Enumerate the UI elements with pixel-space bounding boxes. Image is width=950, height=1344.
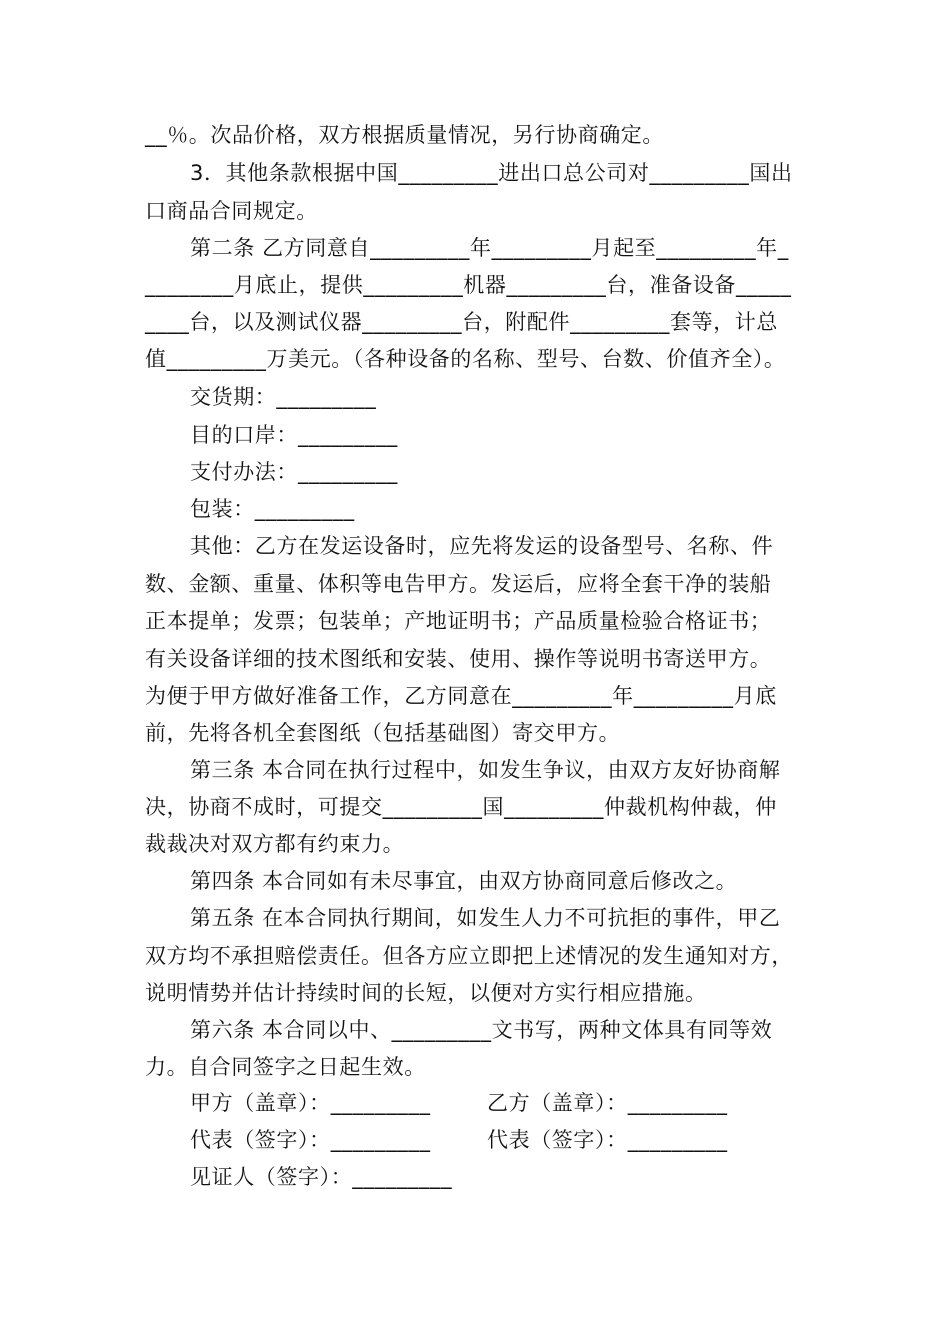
paragraph-line: 有关设备详细的技术图纸和安装、使用、操作等说明书寄送甲方。 xyxy=(145,647,772,671)
article-4-line: 第四条 本合同如有未尽事宜，由双方协商同意后修改之。 xyxy=(190,869,738,893)
paragraph-line: 说明情势并估计持续时间的长短，以便对方实行相应措施。 xyxy=(145,981,707,1005)
party-b-representative: 代表（签字）：_________ xyxy=(487,1128,728,1152)
other-terms-line: 其他：乙方在发运设备时，应先将发运的设备型号、名称、件 xyxy=(190,534,774,558)
delivery-term-line: 交货期：_________ xyxy=(190,385,377,409)
paragraph-line: ________月底止，提供_________机器_________台，准备设备_____ xyxy=(145,273,792,297)
witness-signature: 见证人（签字）：_________ xyxy=(190,1165,453,1189)
packaging-line: 包装：_________ xyxy=(190,497,355,521)
article-3-line: 第三条 本合同在执行过程中，如发生争议，由双方友好协商解 xyxy=(190,758,781,782)
article-2-line: 第二条 乙方同意自_________年_________月起至_________年_ xyxy=(190,236,789,260)
clause-3-line: 3．其他条款根据中国_________进出口总公司对_________国出 xyxy=(190,161,793,185)
paragraph-line: 双方均不承担赔偿责任。但各方应立即把上述情况的发生通知对方， xyxy=(145,944,793,968)
paragraph-line: 决，协商不成时，可提交_________国_________仲裁机构仲裁，仲 xyxy=(145,795,777,819)
paragraph-line: __％。次品价格，双方根据质量情况，另行协商确定。 xyxy=(145,123,664,147)
paragraph-line: 数、金额、重量、体积等电告甲方。发运后，应将全套干净的装船 xyxy=(145,572,772,596)
payment-method-line: 支付办法：_________ xyxy=(190,460,398,484)
paragraph-line: 口商品合同规定。 xyxy=(145,199,318,223)
article-6-line: 第六条 本合同以中、_________文书写，两种文体具有同等效 xyxy=(190,1018,773,1042)
paragraph-line: ____台，以及测试仪器_________台，附配件_________套等，计总 xyxy=(145,310,778,334)
paragraph-line: 前，先将各机全套图纸（包括基础图）寄交甲方。 xyxy=(145,721,621,745)
party-a-representative: 代表（签字）：_________ xyxy=(190,1128,431,1152)
party-a-seal: 甲方（盖章）：_________ xyxy=(190,1091,431,1115)
paragraph-line: 为便于甲方做好准备工作，乙方同意在_________年_________月底 xyxy=(145,684,777,708)
paragraph-line: 裁裁决对双方都有约束力。 xyxy=(145,832,405,856)
destination-port-line: 目的口岸：_________ xyxy=(190,423,398,447)
paragraph-line: 正本提单；发票；包装单；产地证明书；产品质量检验合格证书； xyxy=(145,609,772,633)
paragraph-line: 值_________万美元。（各种设备的名称、型号、台数、价值齐全）。 xyxy=(145,347,786,371)
party-b-seal: 乙方（盖章）：_________ xyxy=(487,1091,728,1115)
article-5-line: 第五条 在本合同执行期间，如发生人力不可抗拒的事件，甲乙 xyxy=(190,906,781,930)
paragraph-line: 力。自合同签字之日起生效。 xyxy=(145,1055,426,1079)
